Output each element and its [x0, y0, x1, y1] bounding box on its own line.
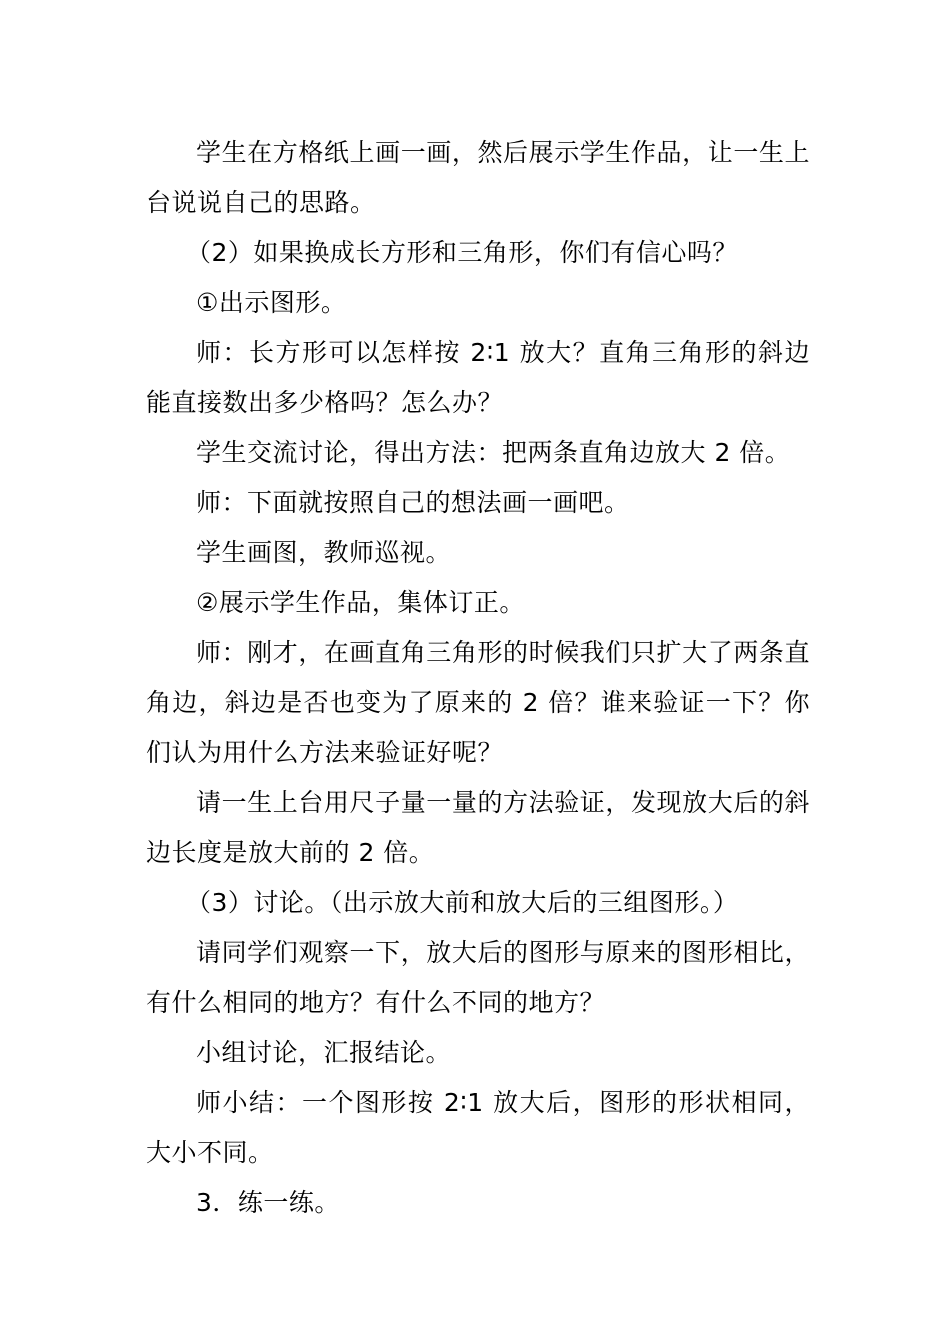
paragraph: 师：刚才，在画直角三角形的时候我们只扩大了两条直角边，斜边是否也变为了原来的 2 倍？谁来验证一下？你们认为用什么方法来验证好呢？	[146, 638, 810, 767]
paragraph: 学生在方格纸上画一画，然后展示学生作品，让一生上台说说自己的思路。	[146, 138, 810, 217]
document-body	[146, 128, 810, 1228]
paragraph: 学生交流讨论，得出方法：把两条直角边放大 2 倍。	[196, 438, 791, 467]
paragraph: ②展示学生作品，集体订正。	[196, 588, 525, 617]
paragraph: 请一生上台用尺子量一量的方法验证，发现放大后的斜边长度是放大前的 2 倍。	[146, 788, 810, 867]
paragraph: 3．练一练。	[196, 1188, 340, 1217]
paragraph: （2）如果换成长方形和三角形，你们有信心吗？	[186, 238, 738, 267]
paragraph: 师：下面就按照自己的想法画一画吧。	[196, 488, 630, 517]
paragraph: 小组讨论，汇报结论。	[196, 1038, 452, 1067]
paragraph: 学生画图，教师巡视。	[196, 538, 452, 567]
paragraph: 师：长方形可以怎样按 2∶1 放大？直角三角形的斜边能直接数出多少格吗？怎么办？	[146, 338, 810, 417]
paragraph: （3）讨论。（出示放大前和放大后的三组图形。）	[186, 888, 739, 917]
paragraph: 请同学们观察一下，放大后的图形与原来的图形相比，有什么相同的地方？有什么不同的地方？	[146, 938, 810, 1017]
paragraph: 师小结：一个图形按 2∶1 放大后，图形的形状相同，大小不同。	[146, 1088, 810, 1167]
paragraph: ①出示图形。	[196, 288, 347, 317]
